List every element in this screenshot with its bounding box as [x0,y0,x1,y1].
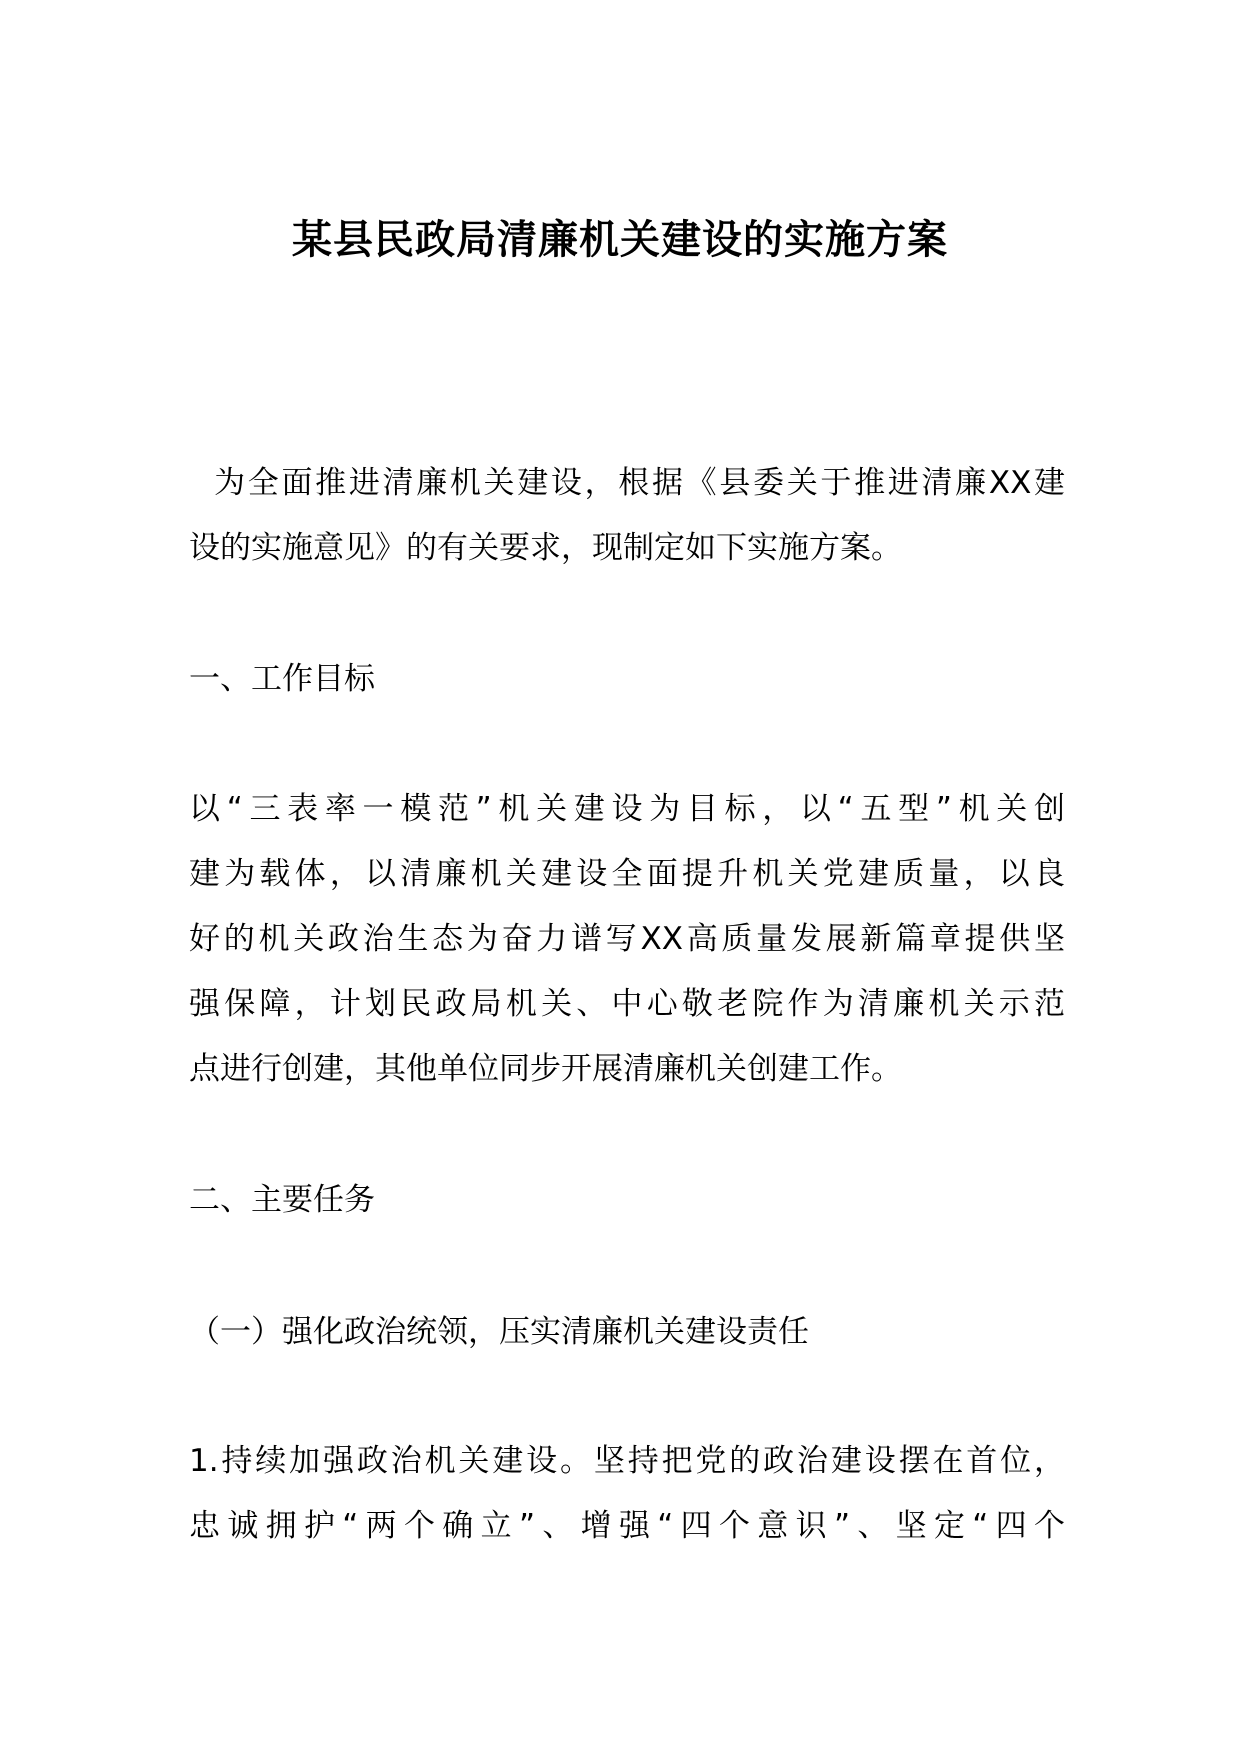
goal-paragraph [189,777,1065,1102]
text-line: 忠诚拥护“两个确立”、增强“四个意识”、坚定“四个 [189,1508,1065,1544]
document-title: 某县民政局清廉机关建设的实施方案 [292,217,948,263]
section-heading [189,1168,1065,1233]
text-line: 以“三表率一模范”机关建设为目标，以“五型”机关创 [189,791,1065,827]
text-line: 强保障，计划民政局机关、中心敬老院作为清廉机关示范 [189,986,1065,1022]
text-line: 为全面推进清廉机关建设，根据《县委关于推进清廉XX建 [189,465,1065,501]
text-line: 1.持续加强政治机关建设。坚持把党的政治建设摆在首位， [189,1443,1065,1479]
heading-text: （一）强化政治统领，压实清廉机关建设责任 [189,1314,809,1350]
heading-text: 二、主要任务 [189,1182,375,1218]
section-heading [189,647,1065,712]
heading-text: 一、工作目标 [189,661,375,697]
text-line: 建为载体，以清廉机关建设全面提升机关党建质量，以良 [189,856,1065,892]
intro-paragraph [189,451,1065,581]
text-line: 好的机关政治生态为奋力谱写XX高质量发展新篇章提供坚 [189,921,1065,957]
subsection-heading [189,1300,1065,1365]
item-paragraph [189,1429,1065,1559]
text-line: 设的实施意见》的有关要求，现制定如下实施方案。 [189,530,902,566]
text-line: 点进行创建，其他单位同步开展清廉机关创建工作。 [189,1051,902,1087]
